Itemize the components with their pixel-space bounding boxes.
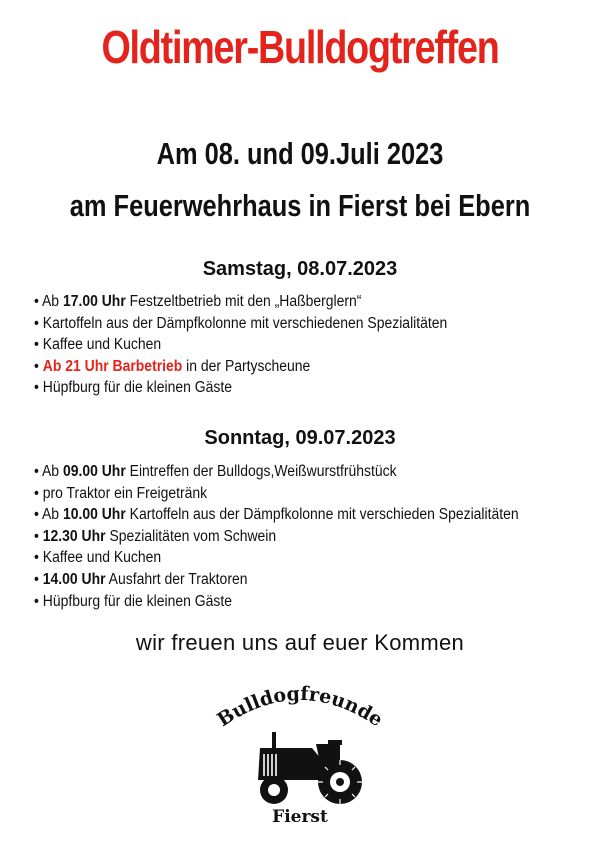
list-item: • Ab 17.00 Uhr Festzeltbetrieb mit den „Haßberglern“ <box>34 291 447 313</box>
sunday-program-list <box>34 461 519 612</box>
page-title: Oldtimer-Bulldogtreffen <box>101 21 499 73</box>
list-item: • Hüpfburg für die kleinen Gäste <box>34 591 519 613</box>
list-item: • 14.00 Uhr Ausfahrt der Traktoren <box>34 569 519 591</box>
tractor-icon <box>258 732 362 804</box>
list-item: • Ab 10.00 Uhr Kartoffeln aus der Dämpfkolonne mit verschieden Spezialitäten <box>34 504 519 526</box>
list-item: • Hüpfburg für die kleinen Gäste <box>34 377 447 399</box>
list-item: • Kartoffeln aus der Dämpfkolonne mit verschiedenen Spezialitäten <box>34 313 447 335</box>
bar-highlight: Ab 21 Uhr Barbetrieb <box>42 357 183 375</box>
event-info <box>54 128 546 232</box>
sunday-heading: Sonntag, 09.07.2023 <box>204 427 396 449</box>
club-logo <box>200 680 400 830</box>
saturday-program-list <box>34 291 447 399</box>
event-location: am Feuerwehrhaus in Fierst bei Ebern <box>69 188 531 223</box>
event-dates: Am 08. und 09.Juli 2023 <box>156 136 444 171</box>
list-item: • Kaffee und Kuchen <box>34 334 447 356</box>
list-item: • 12.30 Uhr Spezialitäten vom Schwein <box>34 526 519 548</box>
list-item: • pro Traktor ein Freigetränk <box>34 483 519 505</box>
logo-top-text: Bulldogfreunde <box>213 682 387 732</box>
list-item: • Ab 09.00 Uhr Eintreffen der Bulldogs,Weißwurstfrühstück <box>34 461 519 483</box>
list-item: • Ab 21 Uhr Barbetrieb in der Partyscheune <box>34 356 447 378</box>
list-item: • Kaffee und Kuchen <box>34 547 519 569</box>
closing-line: wir freuen uns auf euer Kommen <box>135 630 465 655</box>
logo-bottom-text: Fierst <box>272 807 328 827</box>
saturday-heading: Samstag, 08.07.2023 <box>202 258 398 280</box>
